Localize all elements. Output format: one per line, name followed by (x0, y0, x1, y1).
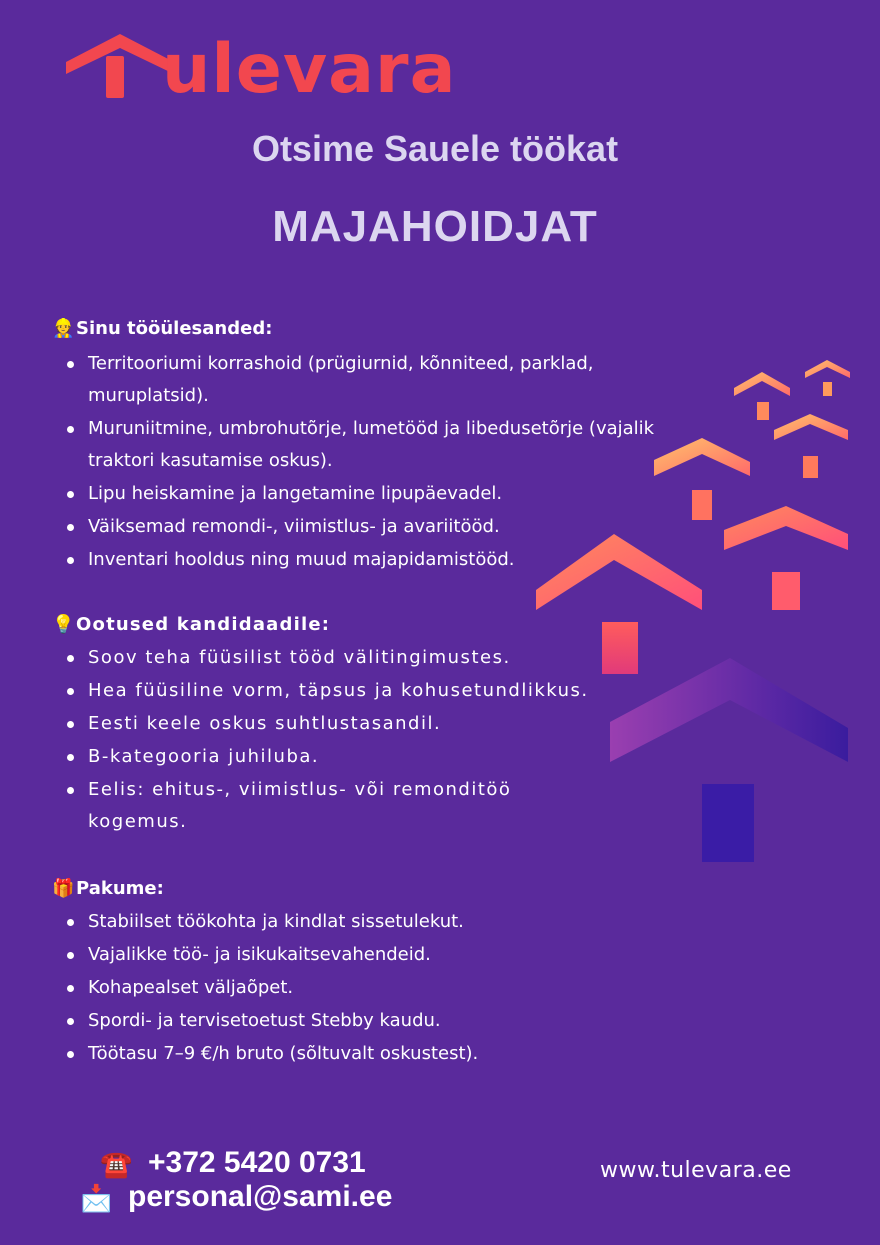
expectations-list (66, 642, 676, 839)
tulevara-logo (66, 28, 486, 108)
logo-wordmark: ulevara (162, 30, 457, 109)
lightbulb-icon: 💡 (52, 614, 76, 635)
telephone-icon: ☎️ (100, 1148, 133, 1179)
website-link[interactable]: www.tulevara.ee (600, 1158, 792, 1183)
gift-icon: 🎁 (52, 878, 75, 899)
section-title-expectations: 💡Ootused kandidaadile: (52, 614, 331, 635)
list-item: Eesti keele oskus suhtlustasandil. (66, 708, 676, 740)
list-item: Soov teha füüsilist tööd välitingimustes. (66, 642, 676, 674)
list-item: Spordi- ja tervisetoetust Stebby kaudu. (66, 1005, 706, 1037)
subtitle: Otsime Sauele töökat (251, 128, 619, 169)
email-contact (80, 1180, 392, 1214)
phone-contact (100, 1146, 366, 1180)
list-item: Töötasu 7–9 €/h bruto (sõltuvalt oskustest). (66, 1038, 706, 1070)
job-title: MAJAHOIDJAT (272, 202, 598, 251)
phone-number[interactable]: +372 5420 0731 (148, 1146, 366, 1179)
list-item: Kohapealset väljaõpet. (66, 972, 706, 1004)
email-address[interactable]: personal@sami.ee (128, 1180, 393, 1213)
list-item: B-kategooria juhiluba. (66, 741, 676, 773)
list-item: Vajalikke töö- ja isikukaitsevahendeid. (66, 939, 706, 971)
envelope-icon: 📩 (80, 1182, 113, 1213)
list-item: Eelis: ehitus-, viimistlus- või remonditöö kogemus. (66, 774, 608, 838)
list-item: Lipu heiskamine ja langetamine lipupäevadel. (66, 478, 676, 510)
duties-list (66, 348, 676, 577)
offer-list (66, 906, 706, 1071)
list-item: Väiksemad remondi-, viimistlus- ja avariitööd. (66, 511, 676, 543)
list-item: Muruniitmine, umbrohutõrje, lumetööd ja libedusetõrje (vajalik traktori kasutamise oskus). (66, 413, 676, 477)
section-title-offer: 🎁Pakume: (52, 878, 164, 899)
list-item: Inventari hooldus ning muud majapidamistööd. (66, 544, 676, 576)
list-item: Stabiilset töökohta ja kindlat sissetulekut. (66, 906, 706, 938)
section-title-duties: 👷Sinu tööülesanded: (52, 318, 273, 339)
house-roof-logo-icon (66, 28, 176, 108)
list-item: Hea füüsiline vorm, täpsus ja kohusetundlikkus. (66, 675, 676, 707)
list-item: Territooriumi korrashoid (prügiurnid, kõnniteed, parklad, muruplatsid). (66, 348, 676, 412)
worker-icon: 👷 (52, 318, 75, 339)
